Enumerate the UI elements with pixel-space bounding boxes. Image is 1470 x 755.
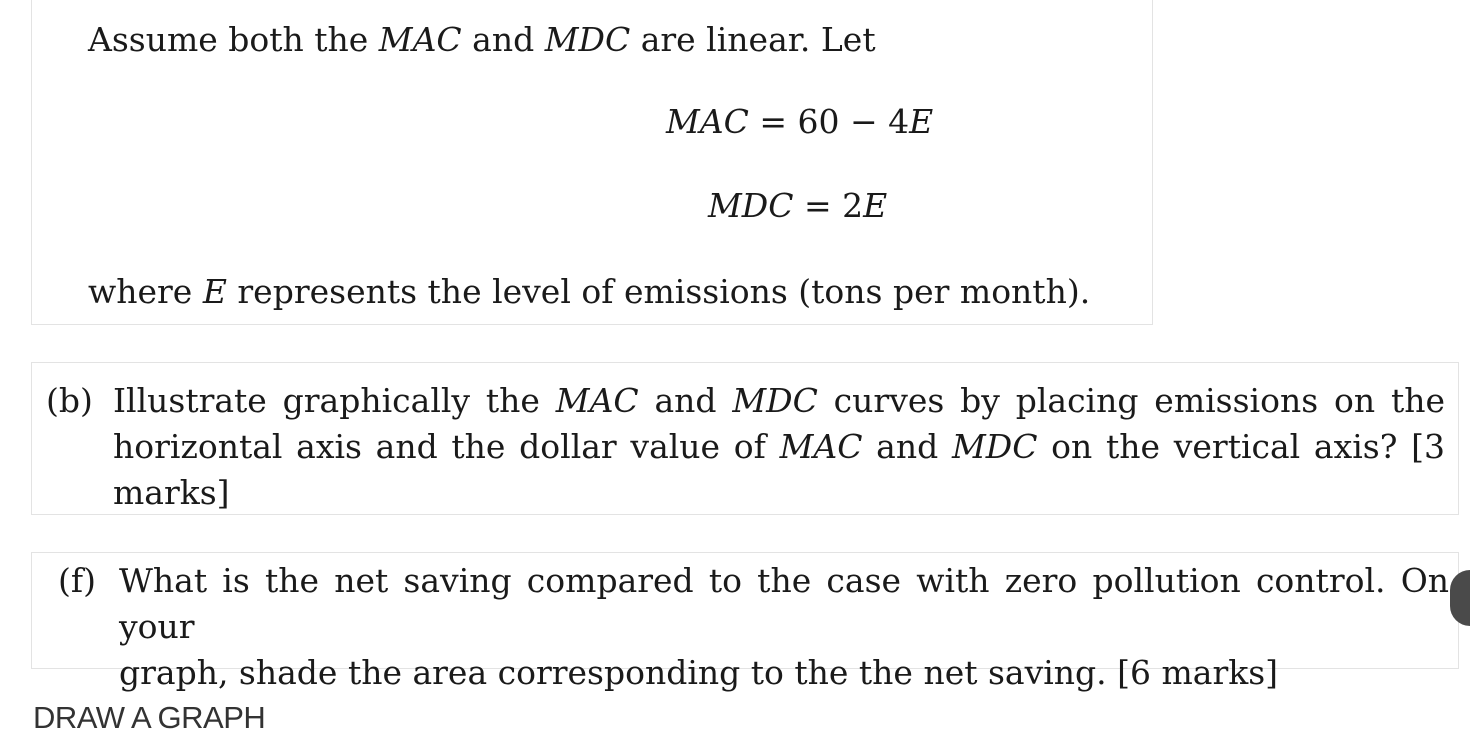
question-f-label: (f)	[58, 561, 96, 600]
question-text: on the vertical axis? [3	[1037, 427, 1445, 466]
question-b-box	[31, 362, 1459, 515]
question-b-text	[113, 378, 1445, 516]
equation-rhs: = 60 − 4	[748, 102, 910, 141]
mdc-equation	[708, 183, 887, 229]
definition-text: where	[88, 272, 203, 311]
problem-statement-box	[31, 0, 1153, 325]
equation-rhs: = 2	[793, 186, 864, 225]
emission-variable: E	[909, 102, 934, 141]
mac-symbol: MAC	[555, 381, 639, 420]
mac-symbol: MAC	[666, 102, 749, 141]
question-text: and	[862, 427, 952, 466]
mdc-symbol: MDC	[951, 427, 1038, 466]
mac-symbol: MAC	[779, 427, 863, 466]
emission-variable: E	[863, 186, 888, 225]
question-text: horizontal axis and the dollar value of	[113, 427, 780, 466]
question-b-line	[113, 378, 1445, 424]
mac-equation	[666, 99, 933, 145]
definition-text: represents the level of emissions (tons per month).	[226, 272, 1091, 311]
question-f-line: What is the net saving compared to the case with zero pollution control. On your	[119, 561, 1449, 646]
mdc-symbol: MDC	[708, 186, 794, 225]
mdc-symbol: MDC	[544, 20, 631, 59]
question-b-label: (b)	[46, 381, 93, 420]
intro-text: and	[461, 20, 545, 59]
question-text: and	[638, 381, 733, 420]
mdc-symbol: MDC	[732, 381, 818, 420]
question-b-line: marks]	[113, 473, 230, 512]
question-f-text	[119, 558, 1449, 696]
question-f-line: graph, shade the area corresponding to the the net saving. [6 marks]	[119, 653, 1279, 692]
question-f-box	[31, 552, 1459, 692]
question-text: Illustrate graphically the	[113, 381, 556, 420]
intro-sentence	[88, 17, 876, 63]
intro-text: Assume both the	[88, 20, 379, 59]
intro-text: are linear. Let	[630, 20, 876, 59]
emission-variable: E	[202, 272, 227, 311]
mac-symbol: MAC	[378, 20, 462, 59]
scroll-handle[interactable]	[1450, 570, 1470, 626]
draw-graph-heading: DRAW A GRAPH	[33, 700, 266, 735]
question-b-line	[113, 424, 1445, 470]
question-text: curves by placing emissions on the	[817, 381, 1445, 420]
variable-definition	[88, 269, 1090, 315]
